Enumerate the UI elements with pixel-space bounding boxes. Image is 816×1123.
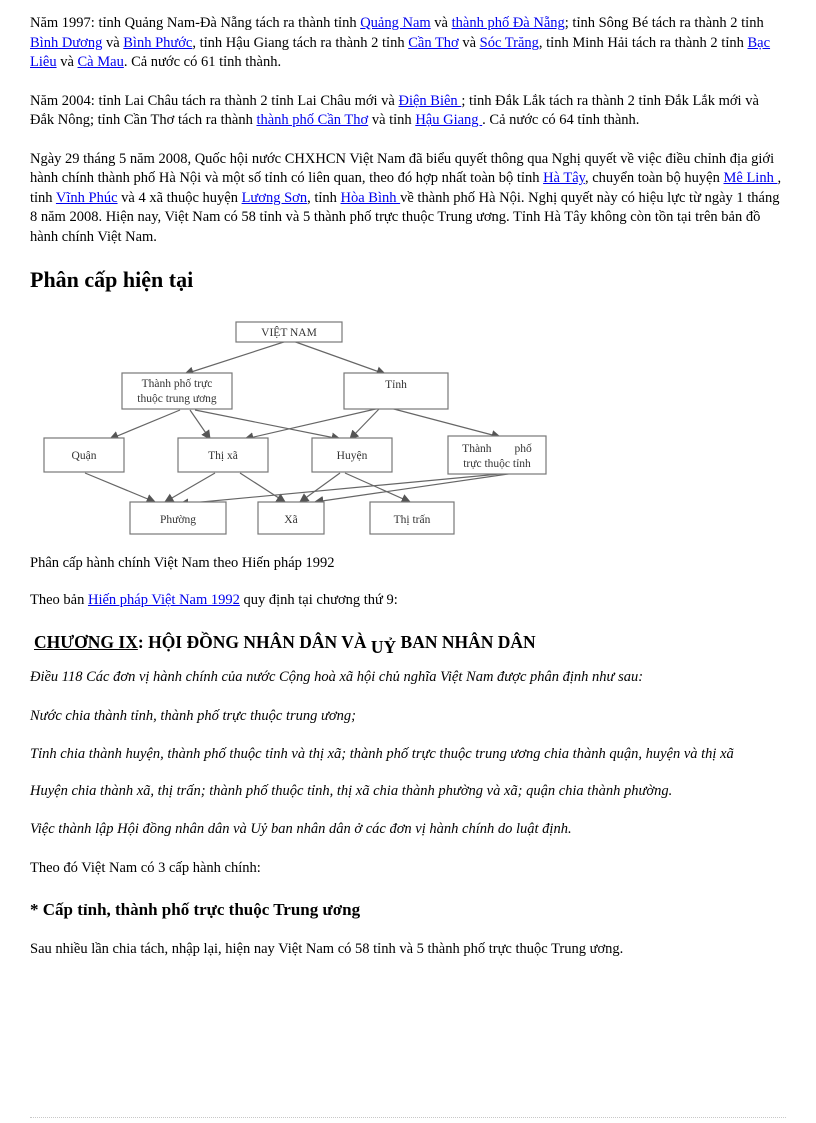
text: Theo bản [30,591,88,608]
text: ; tỉnh Sông Bé tách ra thành 2 tỉnh [564,15,764,31]
edge-quan-phuong [85,473,155,502]
article-clause-4: Việc thành lập Hội đồng nhân dân và Uỷ ban nhân dân ở các đơn vị hành chính do luật định. [30,821,572,837]
text: về thành phố Hà Nội. Nghị quyết này có hiệu lực từ ngày 1 tháng 8 năm 2008. Hiện nay, Việt Nam có 58 tỉnh và 5 thành phố trực thuộc Trung ương. Tỉnh Hà Tây không còn tồn tại trên bản đồ hành chính Việt Nam. [30,189,780,245]
text: và 4 xã thuộc huyện [117,189,242,206]
section-heading: Phân cấp hiện tại [30,267,194,292]
text: . Cả nước có 61 tỉnh thành. [123,54,282,70]
link-me-linh[interactable]: Mê Linh [723,170,778,186]
link-hoa-binh[interactable]: Hòa Bình [340,189,401,206]
node-thixa: Thị xã [208,450,238,462]
text: , tỉnh [307,189,341,206]
node-phuong: Phường [160,514,196,526]
paragraph-2004 [30,92,786,131]
link-dien-bien[interactable]: Điện Biên [398,92,462,109]
link-hau-giang[interactable]: Hậu Giang [415,112,483,128]
document-page [30,14,786,960]
node-root: VIỆT NAM [261,327,317,339]
text: . Cả nước có 64 tỉnh thành. [482,112,640,128]
edge-city-thixa [190,410,210,439]
edge-huyen-xa [300,473,340,502]
node-quan: Quận [71,450,97,462]
chapter-label: CHƯƠNG IX [34,632,138,652]
text: , tỉnh [30,170,782,206]
edge-city-huyen [195,410,340,439]
link-bac-lieu[interactable]: Bạc Liêu [30,34,771,70]
node-province: Tỉnh [385,379,407,391]
text: Năm 2004: tỉnh Lai Châu tách ra thành 2 tỉnh Lai Châu mới và [30,92,399,109]
article-clause-2: Tỉnh chia thành huyện, thành phố thuộc tỉnh và thị xã; thành phố trực thuộc trung ương chia thành quận, huyện và thị xã [30,746,734,762]
edge-tp-xa [315,473,515,502]
edge-province-huyen [350,408,380,439]
link-soc-trang[interactable]: Sóc Trăng [479,34,539,51]
edge-tp-phuong [180,473,510,504]
link-hien-phap-1992[interactable]: Hiến pháp Việt Nam 1992 [87,591,240,608]
link-can-tho[interactable]: Cần Thơ [408,34,459,51]
link-binh-phuoc[interactable]: Bình Phước [123,34,193,51]
text: quy định tại chương thứ 9: [239,591,398,608]
chapter-title-part1: : HỘI ĐỒNG NHÂN DÂN VÀ [137,632,371,652]
link-quang-nam[interactable]: Quảng Nam [360,15,431,31]
constitution-reference [30,591,786,611]
node-city-line2: thuộc trung ương [137,393,217,405]
edge-province-tp [390,408,500,437]
chapter-title-uy: UỶ [370,637,397,657]
link-binh-duong[interactable]: Bình Dương [30,34,103,51]
text: và tỉnh [368,112,416,128]
node-tp-line1: Thành phố [462,443,532,455]
diagram-svg [40,318,560,538]
chapter-heading [34,630,786,657]
levels-intro: Theo đó Việt Nam có 3 cấp hành chính: [30,859,261,876]
article-clause-3: Huyện chia thành xã, thị trấn; thành phố thuộc tỉnh, thị xã chia thành phường và xã; quận chia thành phường. [30,782,673,799]
edge-thixa-phuong [165,473,215,502]
link-ha-tay[interactable]: Hà Tây [543,170,585,186]
node-tp-line2: trực thuộc tỉnh [463,458,531,470]
text: và [56,54,78,70]
chapter-title-part2: BAN NHÂN DÂN [396,632,536,652]
paragraph-1997 [30,14,786,73]
text: , chuyển toàn bộ huyện [584,170,724,186]
link-ca-mau[interactable]: Cà Mau [77,54,124,70]
text: , tỉnh Hậu Giang tách ra thành 2 tỉnh [192,34,409,51]
edge-root-city [185,340,290,374]
node-xa: Xã [284,514,298,526]
text: và [102,34,124,51]
link-thanh-pho-can-tho[interactable]: thành phố Cần Thơ [256,112,369,128]
text: ; tỉnh Đắk Lắk tách ra thành 2 tỉnh Đắk Lắk mới và Đắk Nông; tỉnh Cần Thơ tách ra thành [30,92,759,128]
article-clause-1: Nước chia thành tỉnh, thành phố trực thuộc trung ương; [30,707,356,724]
edge-root-province [290,340,385,374]
text: Năm 1997: tỉnh Quảng Nam-Đà Nẵng tách ra thành tỉnh [30,15,361,31]
link-luong-son[interactable]: Lương Sơn [241,189,308,206]
edge-city-quan [110,410,180,439]
text: Ngày 29 tháng 5 năm 2008, Quốc hội nước CHXHCN Việt Nam đã biểu quyết thông qua Nghị quyết về việc điều chỉnh địa giới hành chính thành phố Hà Nội và một số tỉnh có liên quan, theo đó hợp nhất toàn bộ tỉnh [30,150,775,186]
link-da-nang[interactable]: thành phố Đà Nẵng [451,15,565,31]
closing-paragraph: Sau nhiều lần chia tách, nhập lại, hiện nay Việt Nam có 58 tỉnh và 5 thành phố trực thuộc Trung ương. [30,941,624,957]
text: , tỉnh Minh Hải tách ra thành 2 tỉnh [538,34,748,51]
page-bottom-divider [30,1117,786,1118]
sub-heading-province-level: * Cấp tỉnh, thành phố trực thuộc Trung ương [30,900,361,919]
text: và [430,15,452,31]
paragraph-2008 [30,150,786,248]
node-city-line1: Thành phố trực [141,378,213,390]
node-thitran: Thị trấn [393,514,431,526]
text: và [458,34,480,51]
article-118: Điều 118 Các đơn vị hành chính của nước Cộng hoà xã hội chủ nghĩa Việt Nam được phân định như sau: [30,669,644,685]
diagram-caption: Phân cấp hành chính Việt Nam theo Hiến pháp 1992 [30,555,335,571]
admin-hierarchy-diagram [40,318,560,538]
node-huyen: Huyện [336,450,368,462]
link-vinh-phuc[interactable]: Vĩnh Phúc [55,189,118,206]
